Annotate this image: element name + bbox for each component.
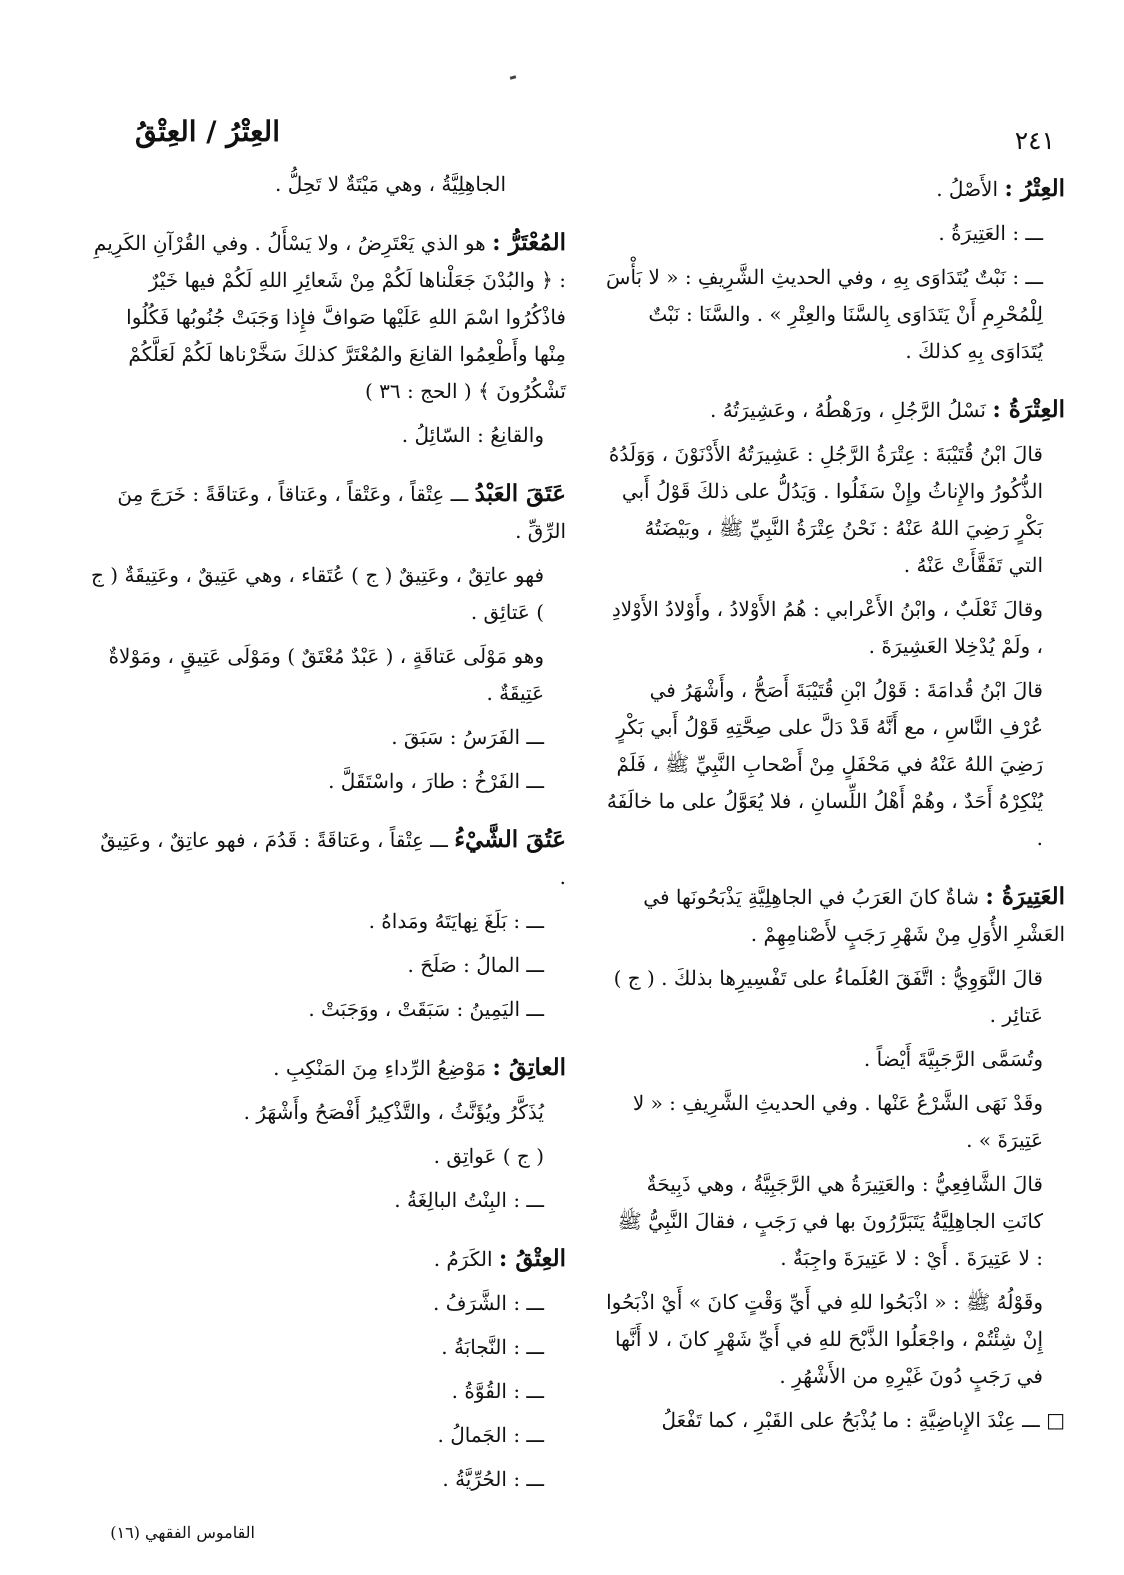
entry-text: والقانِعُ : السّائِلُ .	[401, 423, 544, 447]
entry-text: ـــ عِتْقاً ، وعَتاقَةً : قَدُمَ ، فهو عاتِقٌ ، وعَتِيقٌ .	[100, 828, 566, 889]
entry-paragraph	[90, 1285, 566, 1322]
entry-paragraph	[605, 259, 1065, 370]
right-column	[605, 170, 1065, 1446]
headword: العِتْرَةُ :	[992, 396, 1065, 423]
entry-text: يُذَكَّرُ ويُؤَنَّثُ ، والتَّذْكِيرُ أَفْصَحُ وأَشْهَرُ .	[243, 1100, 544, 1124]
entry-text: الكَرَمُ .	[433, 1247, 499, 1271]
dictionary-entry	[605, 878, 1065, 953]
dictionary-entry	[90, 475, 566, 550]
entry-gap	[90, 210, 566, 224]
entry-paragraph	[90, 763, 566, 800]
headword: العاتِقُ :	[492, 1054, 566, 1081]
entry-text: قالَ الشَّافِعِيُّ : والعَتِيرَةُ هي الرَّجَبِيَّةُ ، وهي ذَبِيحَةٌ كانَتِ الجاهِلِيَّةُ يَتَبَرَّرُونَ بها في رَجَبٍ ، فقالَ النَّبِيُّ ﷺ : لا عَتِيرَةَ . أَيْ : لا عَتِيرَةَ واجِبَةٌ .	[617, 1172, 1043, 1270]
entry-paragraph	[605, 1402, 1065, 1439]
running-head: العِتْرُ / العِتْقُ	[134, 115, 280, 148]
entry-text: ـــ : الجَمالُ .	[437, 1423, 544, 1447]
entry-text: ـــ اليَمِينُ : سَبَقَتْ ، ووَجَبَتْ .	[308, 997, 544, 1021]
entry-paragraph	[605, 1166, 1065, 1277]
dictionary-entry	[605, 391, 1065, 429]
entry-text: ـــ : العَتِيرَةُ .	[938, 221, 1043, 245]
entry-paragraph	[605, 672, 1065, 857]
entry-gap	[90, 807, 566, 821]
entry-text: وقالَ ثَعْلَبٌ ، وابْنُ الأَعْرابي : هُمُ الأَوْلادُ ، وأَوْلادُ الأَوْلادِ ، ولَمْ يُدْخِلا العَشِيرَةَ .	[611, 597, 1043, 658]
entry-paragraph	[90, 638, 566, 712]
entry-text: ـــ : نَبْتٌ يُتَدَاوَى بِهِ ، وفي الحديثِ الشَّرِيفِ : « لا بَأْسَ لِلْمُحْرِمِ أَنْ يَتَدَاوَى بِالسَّنَا والعِتْرِ » . والسَّنَا : نَبْتٌ يُتَدَاوَى بِهِ كذلكَ .	[606, 265, 1043, 363]
entry-text: وقَدْ نَهَى الشَّرْعُ عَنْها . وفي الحديثِ الشَّرِيفِ : « لا عَتِيرَةَ » .	[632, 1091, 1043, 1152]
dictionary-entry	[90, 1240, 566, 1278]
entry-gap	[90, 1226, 566, 1240]
entry-text: مَوْضِعُ الرِّداءِ مِنَ المَنْكِبِ .	[273, 1056, 493, 1080]
entry-paragraph	[90, 991, 566, 1028]
entry-text: ـــ المالُ : صَلَحَ .	[407, 953, 544, 977]
entry-paragraph	[90, 166, 566, 203]
entry-text: ـــ الفَرْخُ : طارَ ، واسْتَقَلَّ .	[328, 769, 544, 793]
entry-text: نَسْلُ الرَّجُلِ ، ورَهْطُهُ ، وعَشِيرَتُهُ .	[710, 398, 993, 422]
entry-text: قالَ ابْنُ قُدامَةَ : قَوْلُ ابْنِ قُتَيْبَةَ أَصَحُّ ، وأَشْهَرُ في عُرْفِ النَّاسِ ، مع أَنَّهُ قَدْ دَلَّ على صِحَّتِهِ قَوْلُ أَبي بَكْرٍ رَضِيَ اللهُ عَنْهُ في مَحْفَلٍ مِنْ أَصْحابِ النَّبِيِّ ﷺ ، فَلَمْ يُنْكِرْهُ أَحَدٌ ، وهُمْ أَهْلُ اللِّسانِ ، فلا يُعَوَّلُ على ما خالَفَهُ .	[606, 678, 1043, 850]
entry-paragraph	[90, 903, 566, 940]
entry-text: ـــ : النَّجابَةُ .	[441, 1335, 544, 1359]
headword: عَتُقَ الشَّيْءُ	[454, 826, 566, 853]
page-number: ٢٤١	[1014, 126, 1055, 155]
entry-text: الجاهِلِيَّةُ ، وهي مَيْتَةٌ لا تَحِلُّ .	[275, 172, 506, 196]
entry-text: ـــ : البِنْتُ البالِغَةُ .	[394, 1188, 544, 1212]
entry-paragraph	[90, 417, 566, 454]
entry-paragraph	[90, 1373, 566, 1410]
entry-text: وقَوْلُهُ ﷺ : « اذْبَحُوا للهِ في أَيِّ وَقْتٍ كانَ » أَيْ اذْبَحُوا إِنْ شِئْتُمْ ، واجْعَلُوا الذَّبْحَ للهِ في أَيِّ شَهْرٍ كانَ ، لا أَنَّها في رَجَبٍ دُونَ غَيْرِهِ من الأَشْهُرِ .	[606, 1290, 1043, 1388]
dictionary-entry	[90, 224, 566, 410]
headword: العَتِيرَةُ :	[985, 883, 1065, 910]
entry-text: الأَصْلُ .	[936, 177, 1005, 201]
entry-text: قالَ ابْنُ قُتَيْبَةَ : عِتْرَةُ الرَّجُلِ : عَشِيرَتُهُ الأَدْنَوْنَ ، وَوَلَدُهُ الذُّكُورُ والإِناثُ وإِنْ سَفَلُوا . وَيَدُلُّ على ذلكَ قَوْلُ أَبي بَكْرٍ رَضِيَ اللهُ عَنْهُ : نَحْنُ عِتْرَةُ النَّبِيِّ ﷺ ، وبَيْضَتُهُ التي تَفَقَّأَتْ عَنْهُ .	[608, 442, 1043, 577]
entry-paragraph	[605, 215, 1065, 252]
dictionary-entry	[90, 821, 566, 896]
entry-paragraph	[90, 1461, 566, 1498]
entry-paragraph	[605, 591, 1065, 665]
headword: العِتْرُ :	[1004, 175, 1065, 202]
entry-gap	[605, 377, 1065, 391]
entry-text: فهو عاتِقٌ ، وعَتِيقٌ ( ج ) عُتَقاء ، وهي عَتِيقٌ ، وعَتِيقَةٌ ( ج ) عَتائِق .	[91, 563, 544, 624]
entry-paragraph	[605, 1085, 1065, 1159]
entry-paragraph	[90, 1182, 566, 1219]
entry-paragraph	[90, 947, 566, 984]
entry-text: ـــ : الحُرِّيَّةُ .	[442, 1467, 544, 1491]
headword: المُعْتَرُّ :	[492, 229, 566, 256]
entry-text: ( ج ) عَواتِق .	[433, 1144, 544, 1168]
entry-paragraph	[90, 1417, 566, 1454]
entry-gap	[90, 461, 566, 475]
entry-gap	[605, 864, 1065, 878]
dictionary-entry	[90, 1049, 566, 1087]
entry-paragraph	[605, 436, 1065, 584]
entry-paragraph	[605, 1284, 1065, 1395]
scan-mark	[510, 75, 517, 79]
headword: العِتْقُ :	[498, 1245, 566, 1272]
left-column	[90, 166, 566, 1505]
entry-gap	[90, 1035, 566, 1049]
entry-paragraph	[90, 557, 566, 631]
entry-text: شاةٌ كانَ العَرَبُ في الجاهِلِيَّةِ يَذْبَحُونَها في العَشْرِ الأُوَلِ مِنْ شَهْرِ رَجَبٍ لأَصْنامِهِمْ .	[643, 885, 1065, 946]
footer-note: القاموس الفقهي (١٦)	[110, 1523, 255, 1542]
entry-paragraph	[90, 1094, 566, 1131]
entry-paragraph	[90, 1138, 566, 1175]
headword: عَتَقَ العَبْدُ	[474, 480, 566, 507]
entry-paragraph	[605, 960, 1065, 1034]
entry-text: □ ـــ عِنْدَ الإِباضِيَّةِ : ما يُذْبَحُ على القَبْرِ ، كما تَفْعَلُ	[661, 1408, 1065, 1432]
entry-text: ـــ : الشَّرَفُ .	[432, 1291, 544, 1315]
entry-text: ـــ عِتْقاً ، وعَتْقاً ، وعَتاقاً ، وعَتاقَةً : خَرَجَ مِنَ الرِّقِّ .	[117, 482, 566, 543]
entry-text: وهو مَوْلَى عَتاقَةٍ ، ( عَبْدٌ مُعْتَقٌ ) ومَوْلَى عَتِيقٍ ، ومَوْلاةٌ عَتِيقَةٌ .	[108, 644, 544, 705]
entry-paragraph	[90, 719, 566, 756]
entry-paragraph	[605, 1041, 1065, 1078]
entry-text: قالَ النَّوَوِيُّ : اتَّفَقَ العُلَماءُ على تَفْسِيرِها بذلكَ . ( ج ) عَتائِر .	[613, 966, 1043, 1027]
entry-text: هو الذي يَعْتَرِضُ ، ولا يَسْأَلُ . وفي القُرْآنِ الكَرِيمِ : ﴿ والبُدْنَ جَعَلْناها لَكُمْ مِنْ شَعائِرِ اللهِ لَكُمْ فيها خَيْرٌ فاذْكُرُوا اسْمَ اللهِ عَلَيْها صَوافَّ فإِذا وَجَبَتْ جُنُوبُها فَكُلُوا مِنْها وأَطْعِمُوا القانِعَ والمُعْتَرَّ كذلكَ سَخَّرْناها لَكُمْ لَعَلَّكُمْ تَشْكُرُونَ ﴾ ( الحج : ٣٦ )	[93, 231, 566, 403]
entry-text: ـــ : القُوَّةُ .	[451, 1379, 544, 1403]
entry-text: وتُسَمَّى الرَّجَبِيَّةَ أَيْضاً .	[863, 1047, 1043, 1071]
entry-text: ـــ : بَلَغَ نِهايَتَهُ ومَداهُ .	[368, 909, 544, 933]
entry-paragraph	[90, 1329, 566, 1366]
entry-text: ـــ الفَرَسُ : سَبَقَ .	[391, 725, 544, 749]
dictionary-entry	[605, 170, 1065, 208]
